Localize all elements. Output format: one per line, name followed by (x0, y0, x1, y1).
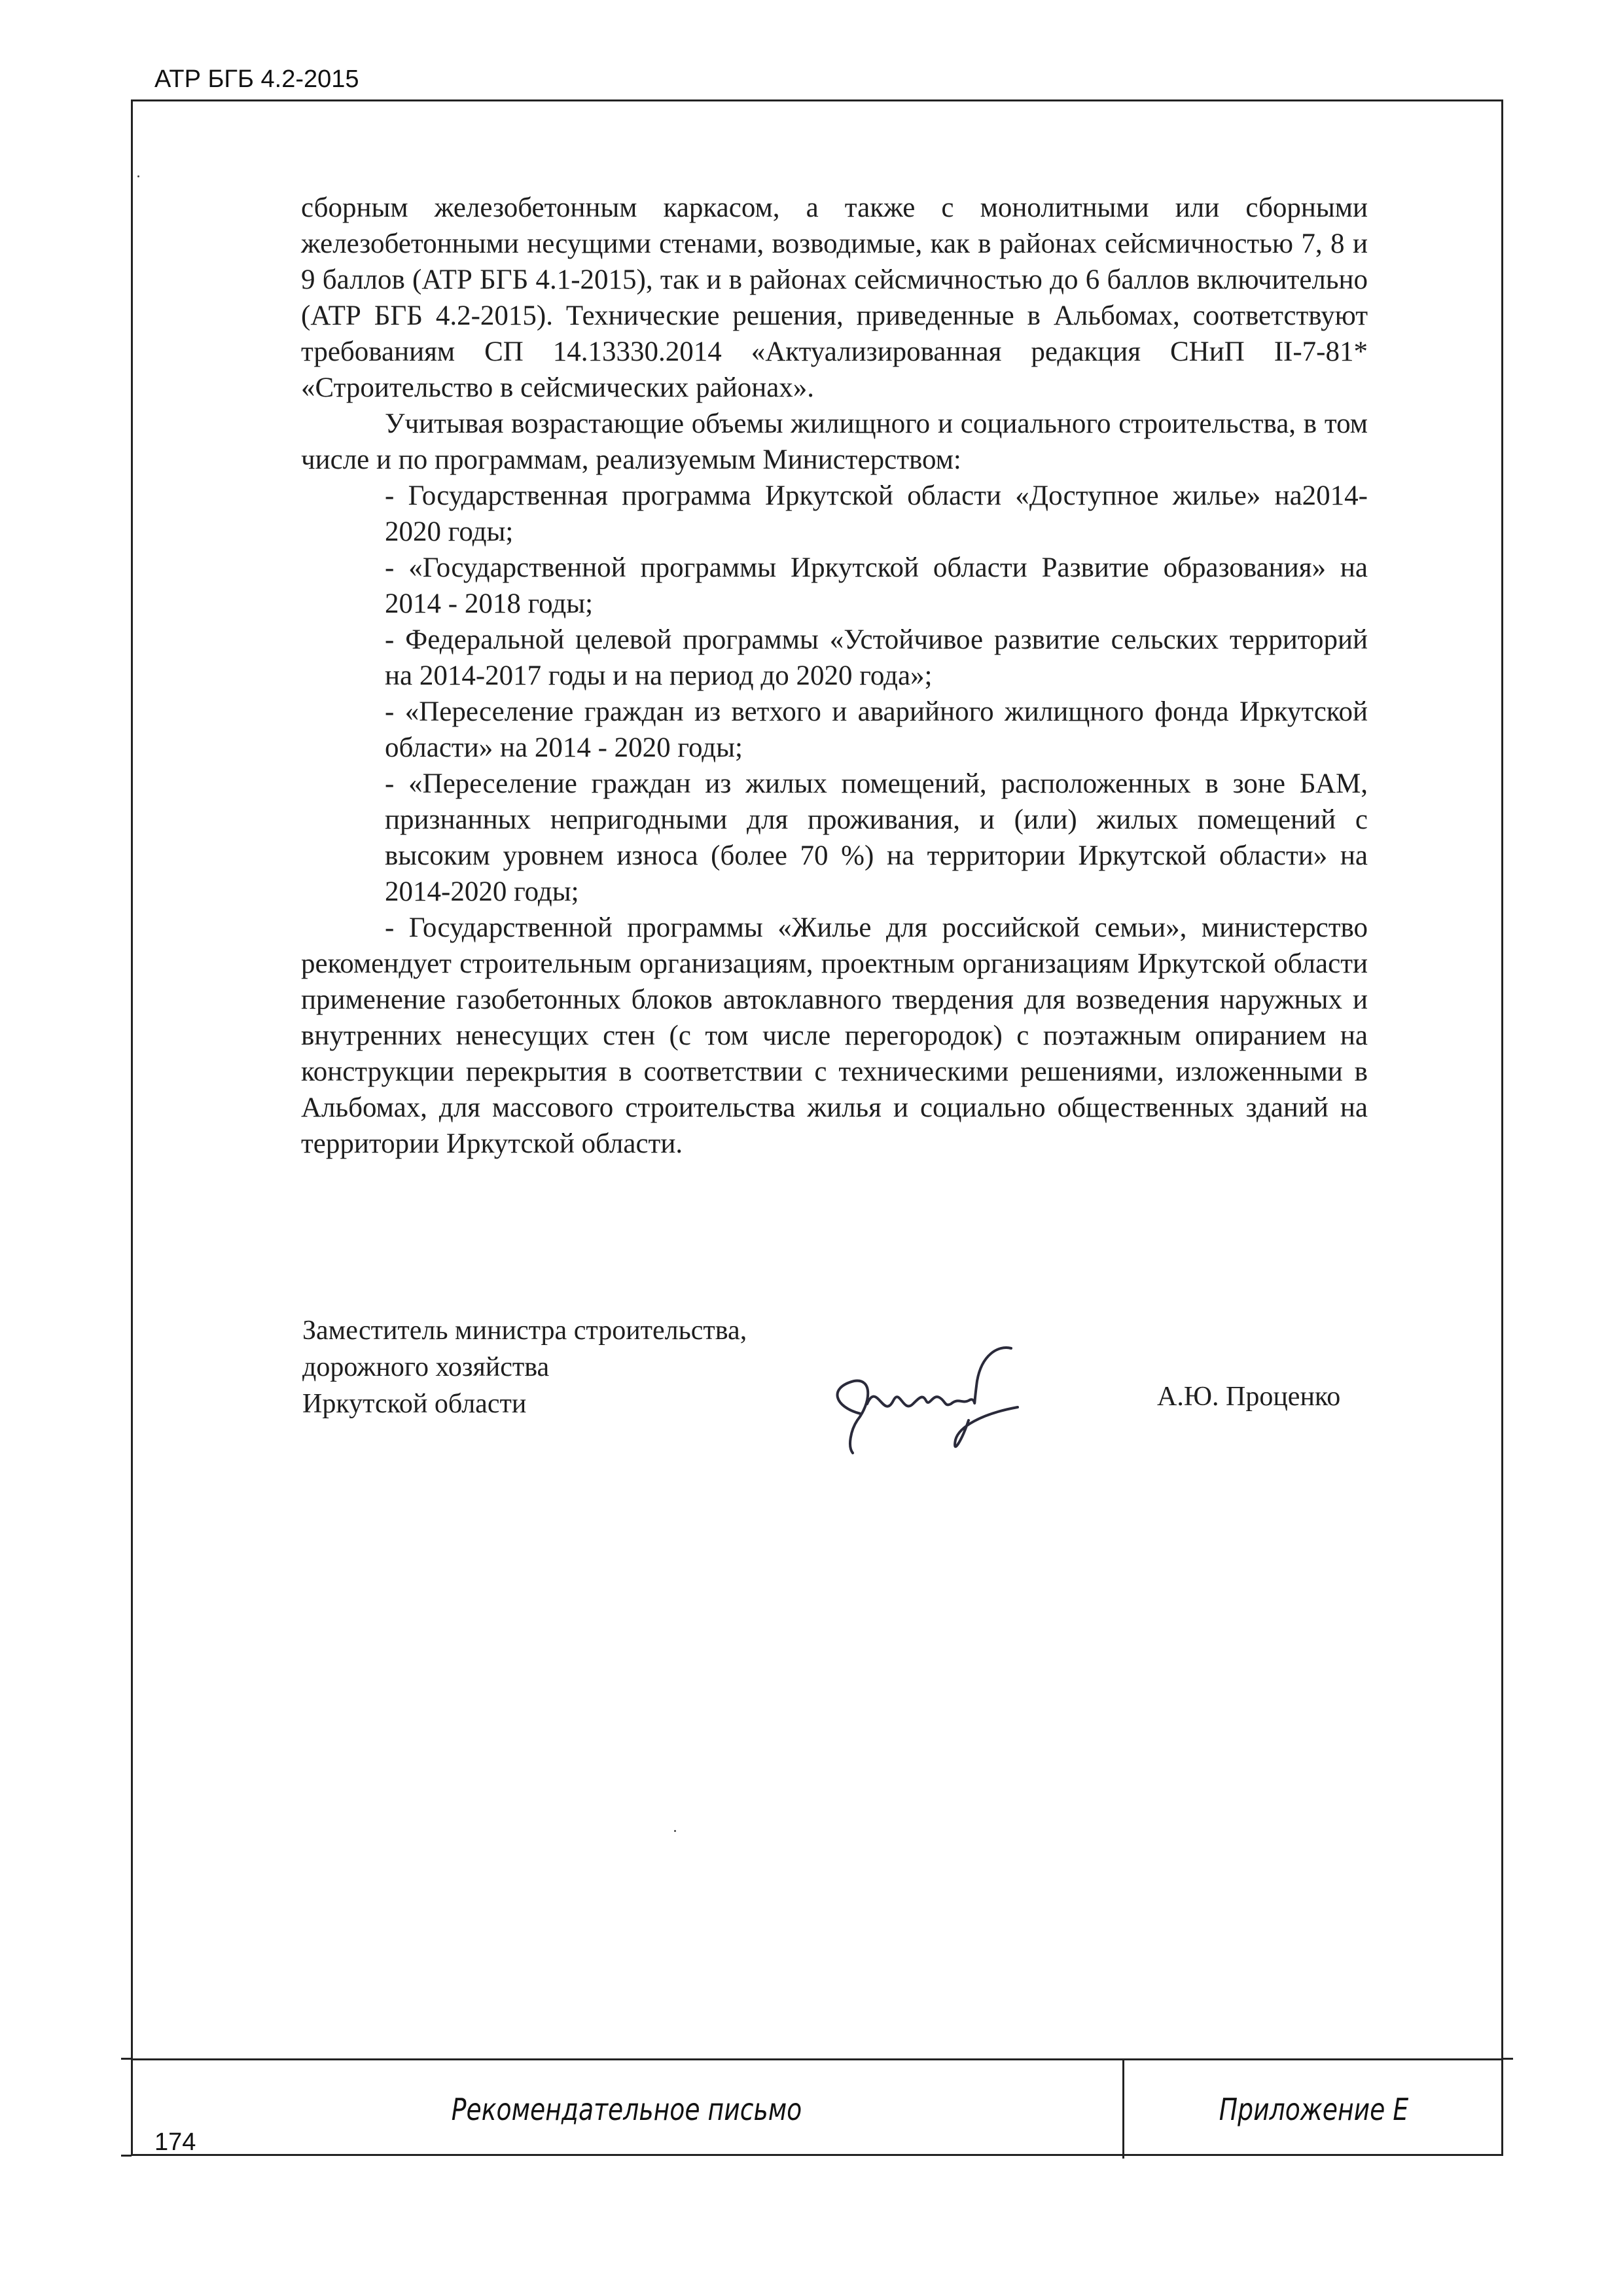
program-list-item: - «Государственной программы Иркутской области Развитие образования» на 2014 - 2018 годы; (385, 552, 1368, 619)
frame-tick-left-lower (121, 2155, 132, 2157)
signatory-name: А.Ю. Проценко (1157, 1382, 1341, 1412)
signatory-position-line: дорожного хозяйства (302, 1352, 550, 1382)
handwritten-signature (821, 1342, 1031, 1466)
scan-speck (137, 175, 139, 177)
appendix-label: Приложение Е (1219, 2092, 1409, 2127)
letter-body (301, 190, 1368, 1162)
program-list-item: - «Переселение граждан из жилых помещений, расположенных в зоне БАМ, признанных непригодными для проживания, и (или) жилых помещений с высоким уровнем износа (более 70 %) на территории Иркутской области» на 2014-2020 годы; (385, 768, 1368, 907)
program-list-item: - «Переселение граждан из ветхого и аварийного жилищного фонда Иркутской области» на 2014 - 2020 годы; (385, 696, 1368, 763)
signatory-position (302, 1312, 747, 1422)
program-list-item: - Государственной программы «Жилье для российской семьи», министерство рекомендует строительным организациям, проектным организациям Иркутской области применение газобетонных блоков автоклавного твердения для возведения наружных и внутренних ненесущих стен (с том числе перегородок) с поэтажным опиранием на конструкции перекрытия в соответствии с техническими решениями, изложенными в Альбомах, для массового строительства жилья и социально общественных зданий на территории Иркутской области. (301, 912, 1368, 1159)
program-list-item: - Государственная программа Иркутской области «Доступное жилье» на2014-2020 годы; (385, 480, 1368, 547)
title-block (131, 2058, 1503, 2157)
signatory-position-line: Заместитель министра строительства, (302, 1316, 747, 1346)
document-code: АТР БГБ 4.2-2015 (154, 65, 359, 93)
title-block-divider (1122, 2060, 1124, 2159)
program-list-item: - Федеральной целевой программы «Устойчивое развитие сельских территорий на 2014-2017 годы и на период до 2020 года»; (385, 624, 1368, 691)
signatory-position-line: Иркутской области (302, 1389, 527, 1419)
paragraph: сборным железобетонным каркасом, а также с монолитными или сборными железобетонными несущими стенами, возводимые, как в районах сейсмичностью 7, 8 и 9 баллов (АТР БГБ 4.1-2015), так и в районах сейсмичностью до 6 баллов включительно (АТР БГБ 4.2-2015). Технические решения, приведенные в Альбомах, соответствуют требованиям СП 14.13330.2014 «Актуализированная редакция СНиП II-7-81* «Строительство в сейсмических районах». (301, 192, 1368, 403)
document-title: Рекомендательное письмо (451, 2092, 802, 2127)
frame-tick-left (121, 2058, 132, 2060)
scan-speck (674, 1830, 676, 1832)
frame-tick-right (1503, 2058, 1513, 2060)
page-number: 174 (154, 2128, 196, 2156)
paragraph: Учитывая возрастающие объемы жилищного и социального строительства, в том числе и по программам, реализуемым Министерством: (301, 408, 1368, 475)
